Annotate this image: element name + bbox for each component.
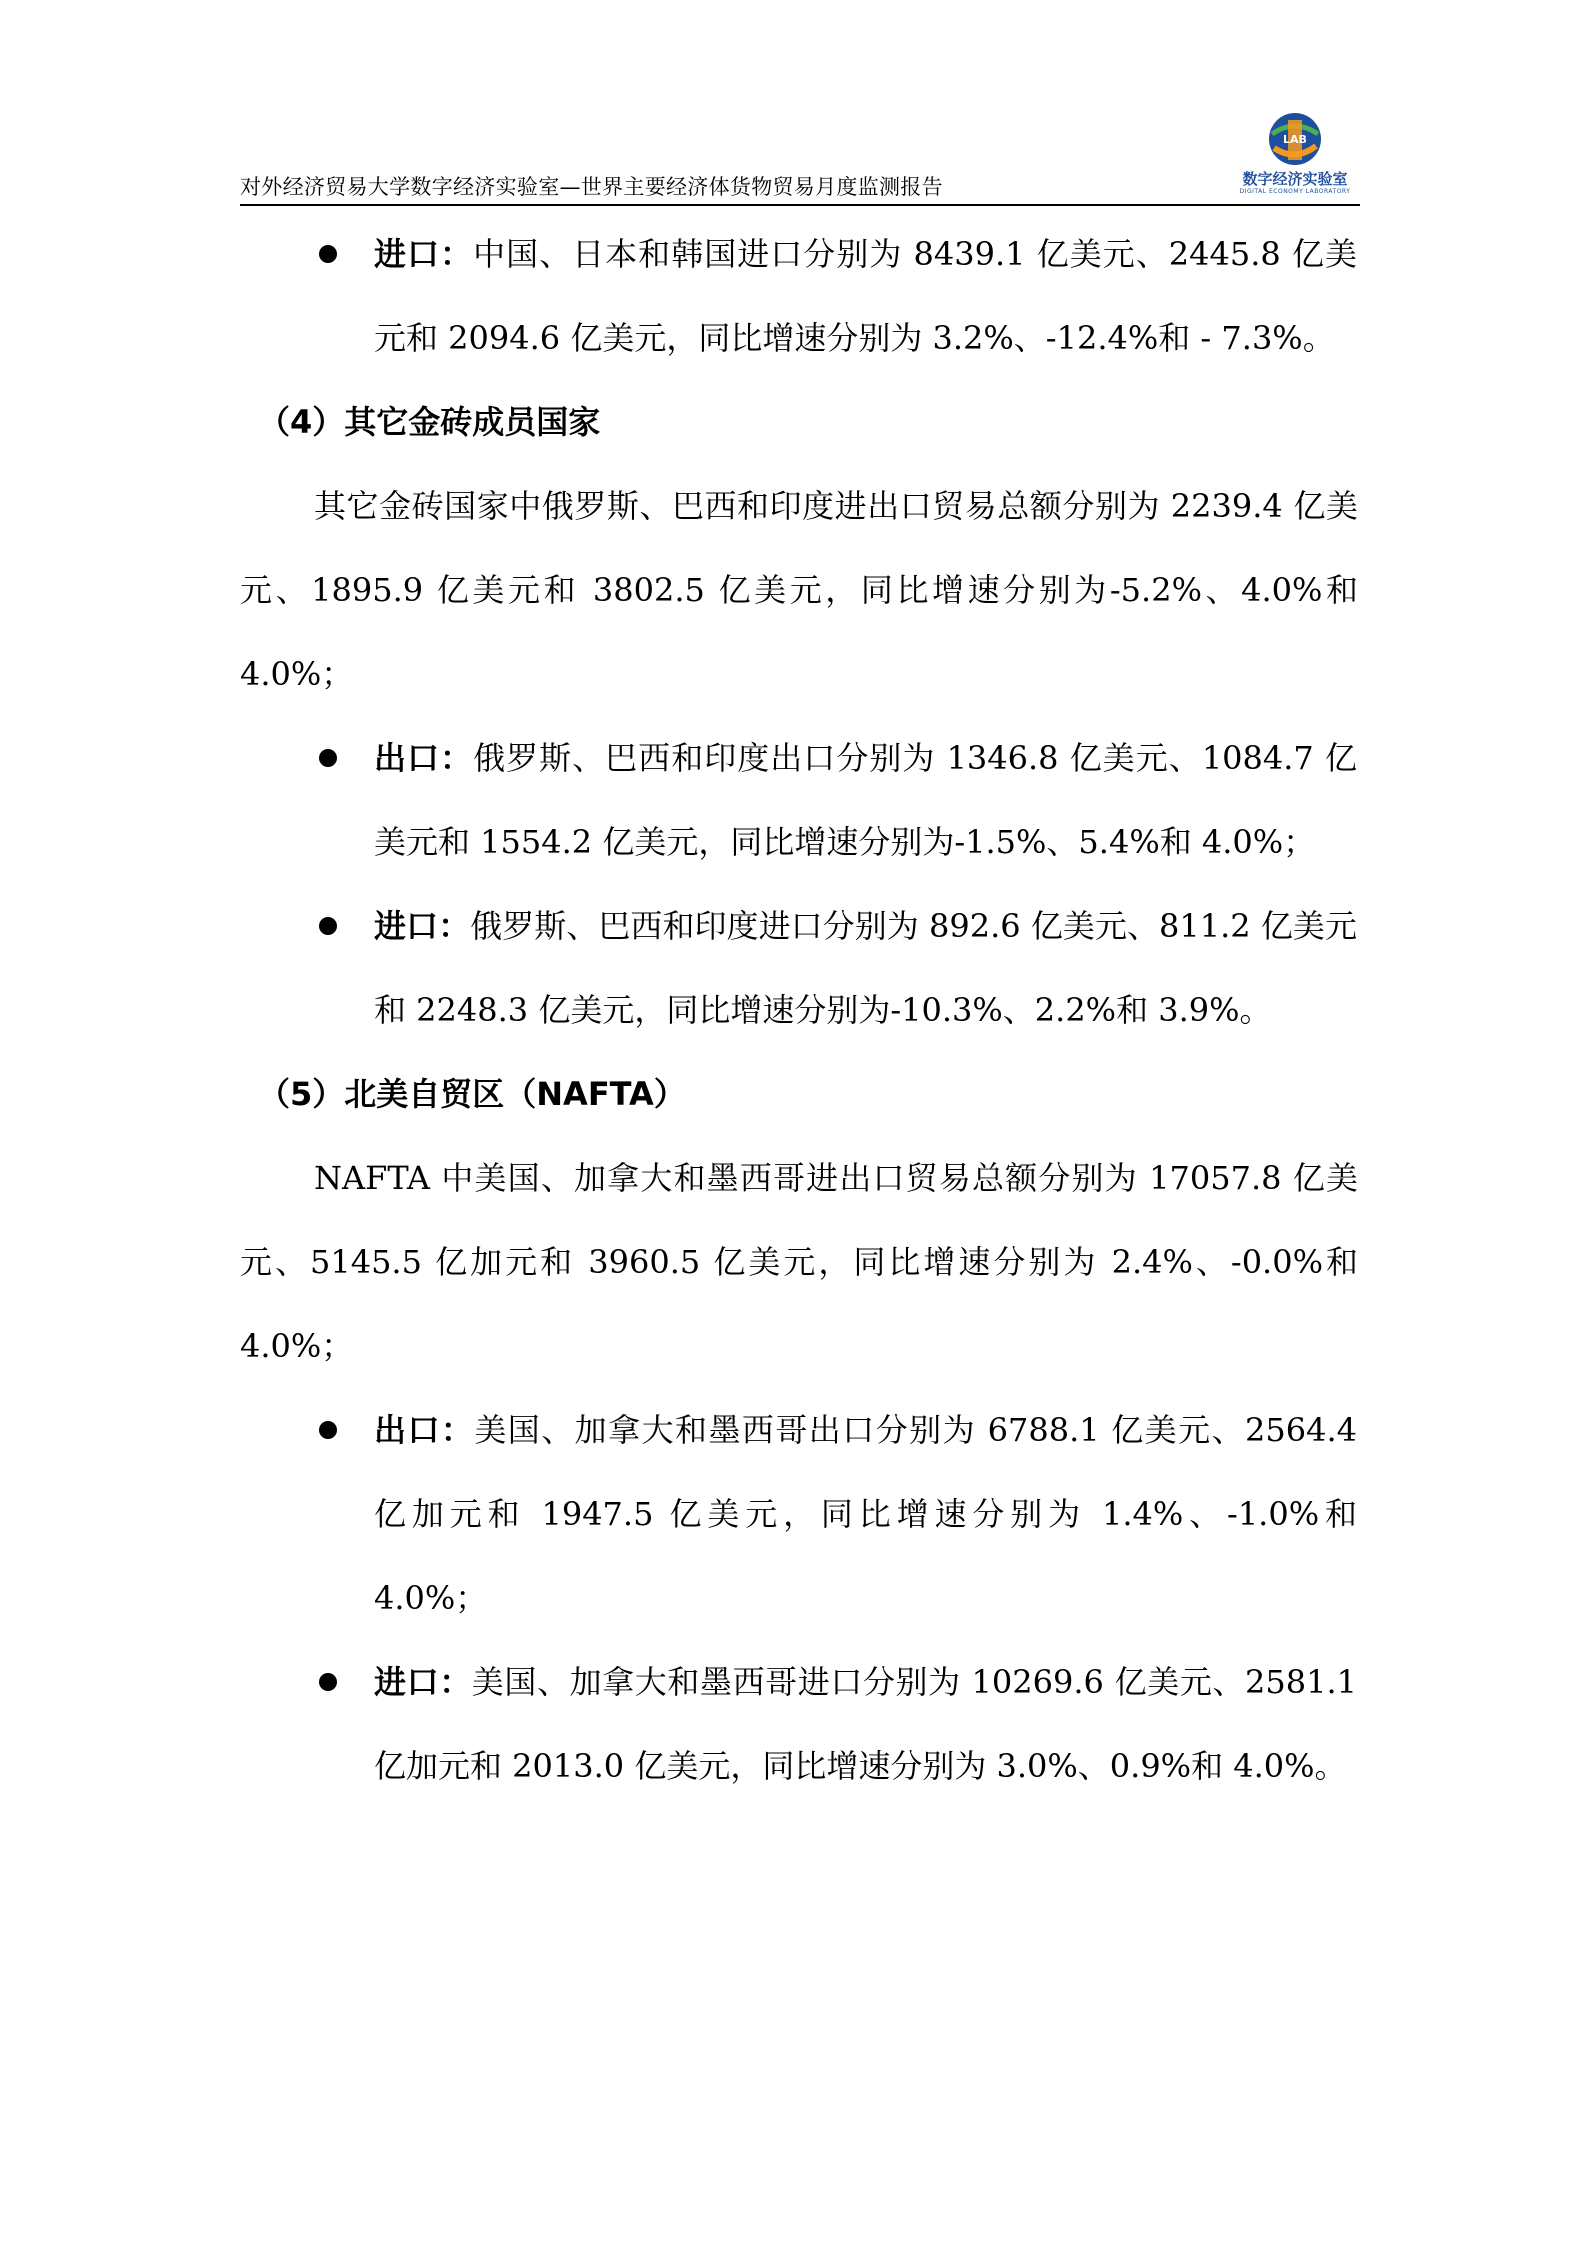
header-title: 对外经济贸易大学数字经济实验室—世界主要经济体货物贸易月度监测报告 bbox=[240, 175, 943, 199]
logo-subtitle: DIGITAL ECONOMY LABORATORY bbox=[1239, 188, 1351, 195]
bullet-text: 美国、加拿大和墨西哥进口分别为 10269.6 亿美元、2581.1 亿加元和 2013.0 亿美元，同比增速分别为 3.0%、0.9%和 4.0%。 bbox=[374, 1663, 1357, 1785]
lab-logo bbox=[1230, 108, 1360, 200]
bullet-text: 中国、日本和韩国进口分别为 8439.1 亿美元、2445.8 亿美元和 2094.6 亿美元，同比增速分别为 3.2%、-12.4%和 - 7.3%。 bbox=[374, 235, 1357, 357]
china-japan-korea-import-bullet bbox=[240, 212, 1357, 380]
brics-import-bullet bbox=[240, 884, 1357, 1052]
nafta-export-bullet bbox=[240, 1388, 1357, 1640]
section-4-heading: （4）其它金砖成员国家 bbox=[258, 403, 601, 441]
bullet-text: 俄罗斯、巴西和印度出口分别为 1346.8 亿美元、1084.7 亿美元和 1554.2 亿美元，同比增速分别为-1.5%、5.4%和 4.0%； bbox=[374, 739, 1357, 861]
brics-export-bullet bbox=[240, 716, 1357, 884]
bullet-text: 美国、加拿大和墨西哥出口分别为 6788.1 亿美元、2564.4 亿加元和 1947.5 亿美元，同比增速分别为 1.4%、-1.0%和 4.0%； bbox=[374, 1411, 1357, 1617]
section-5-paragraph: NAFTA 中美国、加拿大和墨西哥进出口贸易总额分别为 17057.8 亿美元、5145.5 亿加元和 3960.5 亿美元，同比增速分别为 2.4%、-0.0%和 4.0%； bbox=[240, 1159, 1358, 1365]
bullet-label: 出口： bbox=[374, 739, 474, 777]
bullet-text: 俄罗斯、巴西和印度进口分别为 892.6 亿美元、811.2 亿美元和 2248.3 亿美元，同比增速分别为-10.3%、2.2%和 3.9%。 bbox=[374, 907, 1357, 1029]
logo-badge: LAB bbox=[1283, 133, 1307, 146]
section-4-paragraph: 其它金砖国家中俄罗斯、巴西和印度进出口贸易总额分别为 2239.4 亿美元、1895.9 亿美元和 3802.5 亿美元，同比增速分别为-5.2%、4.0%和 4.0%； bbox=[240, 487, 1358, 693]
logo-name: 数字经济实验室 bbox=[1242, 170, 1348, 188]
bullet-label: 进口： bbox=[374, 1663, 472, 1701]
section-5-heading: （5）北美自贸区（NAFTA） bbox=[258, 1075, 686, 1113]
page-header bbox=[240, 108, 1360, 206]
globe-logo-icon bbox=[1266, 110, 1324, 168]
bullet-label: 进口： bbox=[374, 907, 471, 945]
bullet-label: 进口： bbox=[374, 235, 474, 273]
bullet-label: 出口： bbox=[374, 1411, 475, 1449]
document-body bbox=[240, 212, 1358, 1808]
nafta-import-bullet bbox=[240, 1640, 1357, 1808]
